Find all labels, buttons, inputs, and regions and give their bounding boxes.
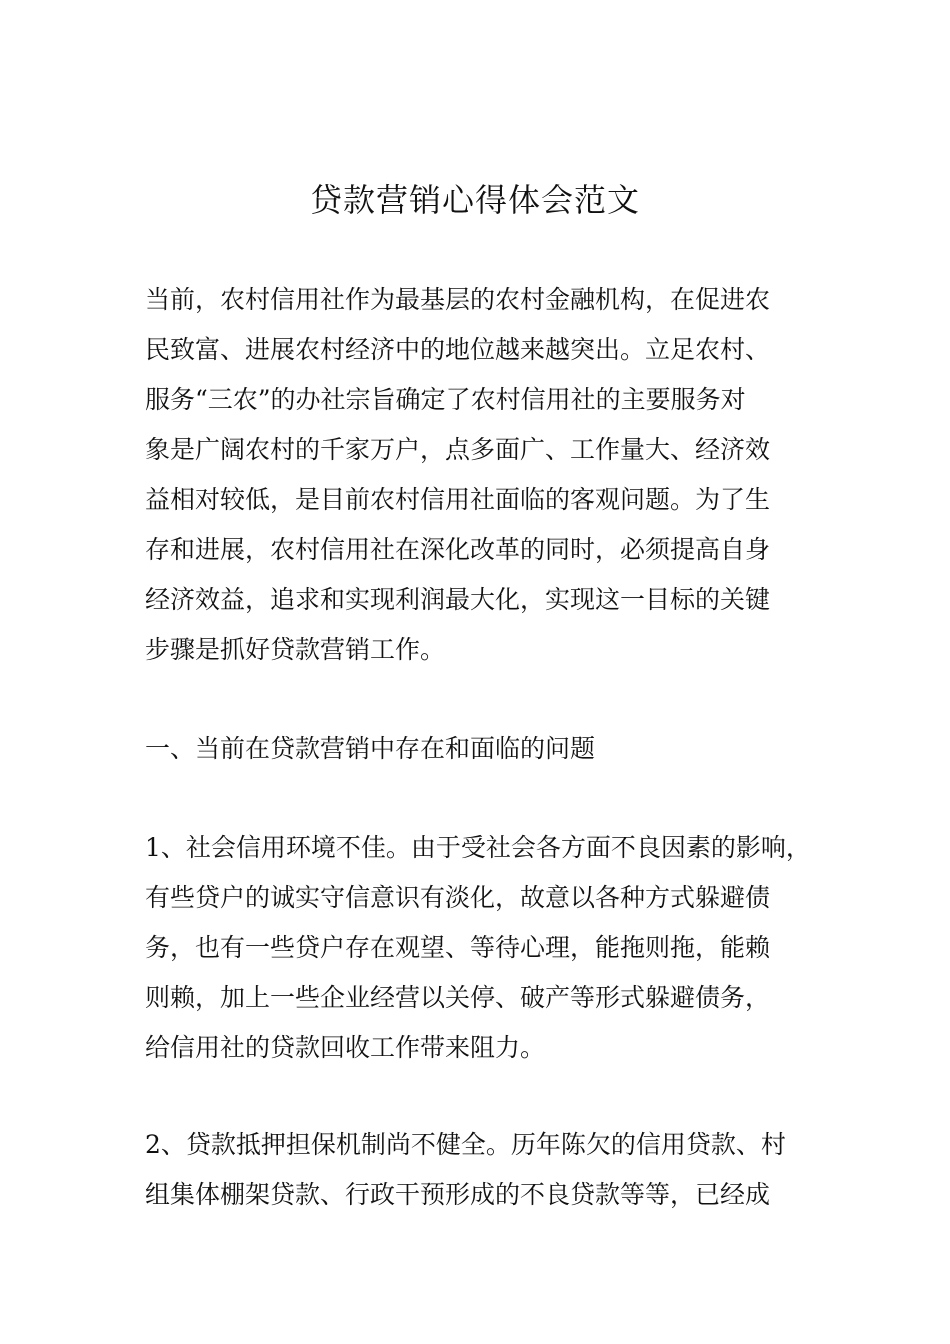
paragraph-line: 有些贷户的诚实守信意识有淡化，故意以各种方式躲避债 (145, 883, 771, 912)
paragraph-line: 则赖，加上一些企业经营以关停、破产等形式躲避债务， (145, 983, 771, 1012)
paragraph-line: 1、社会信用环境不佳。由于受社会各方面不良因素的影响， (145, 833, 811, 862)
paragraph-line: 当前，农村信用社作为最基层的农村金融机构，在促进农 (145, 285, 771, 314)
paragraph-line: 民致富、进展农村经济中的地位越来越突出。立足农村、 (145, 335, 771, 364)
paragraph-line: 给信用社的贷款回收工作带来阻力。 (145, 1033, 546, 1062)
paragraph-line: 组集体棚架贷款、行政干预形成的不良贷款等等，已经成 (145, 1180, 771, 1209)
paragraph-line: 象是广阔农村的千家万户，点多面广、工作量大、经济效 (145, 435, 771, 464)
paragraph-line: 经济效益，追求和实现利润最大化，实现这一目标的关键 (145, 585, 771, 614)
paragraph-line: 2、贷款抵押担保机制尚不健全。历年陈欠的信用贷款、村 (145, 1130, 786, 1159)
intro-paragraph (145, 275, 770, 675)
paragraph-line: 步骤是抓好贷款营销工作。 (145, 635, 446, 664)
item-2-paragraph (145, 1120, 786, 1220)
paragraph-line: 务，也有一些贷户存在观望、等待心理，能拖则拖，能赖 (145, 933, 771, 962)
item-1-paragraph (145, 823, 811, 1073)
paragraph-line: 服务“三农”的办社宗旨确定了农村信用社的主要服务对 (145, 385, 746, 414)
paragraph-line: 存和进展，农村信用社在深化改革的同时，必须提高自身 (145, 535, 771, 564)
document-title: 贷款营销心得体会范文 (309, 181, 640, 219)
section-heading-text: 一、当前在贷款营销中存在和面临的问题 (145, 734, 596, 763)
paragraph-line: 益相对较低，是目前农村信用社面临的客观问题。为了生 (145, 485, 771, 514)
section-heading (145, 724, 595, 774)
